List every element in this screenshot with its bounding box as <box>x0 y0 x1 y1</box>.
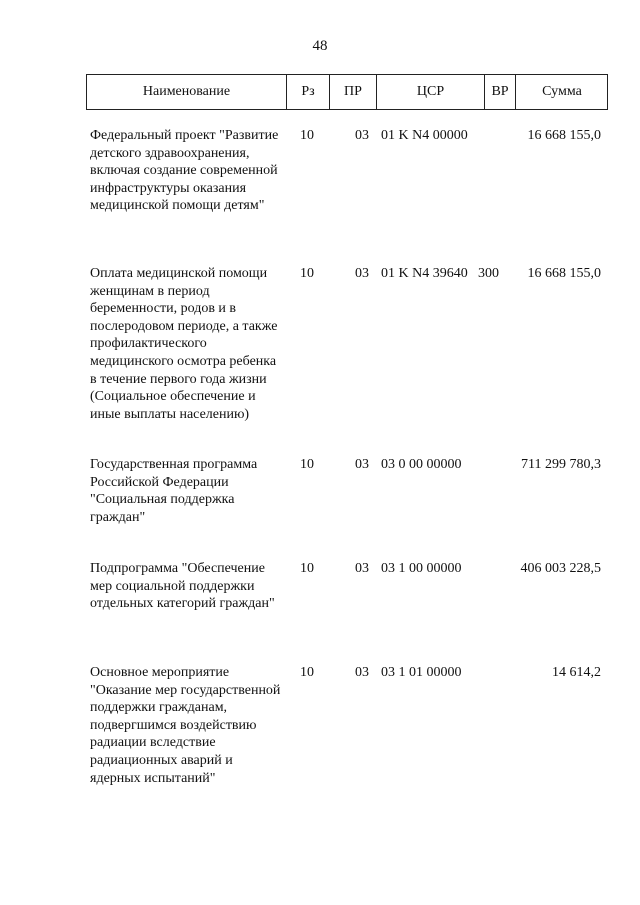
header-sum: Сумма <box>542 84 582 99</box>
row-sum: 406 003 228,5 <box>520 561 601 576</box>
header-rz: Рз <box>287 75 330 109</box>
row-name: Государственная программа Российской Федерации "Социальная поддержка граждан" <box>90 457 258 525</box>
row-pr: 03 <box>355 561 369 576</box>
row-name: Подпрограмма "Обеспечение мер социальной поддержки отдельных категорий граждан" <box>90 561 275 612</box>
row-name: Федеральный проект "Развитие детского здравоохранения, включая создание современной инфраструктуры оказания медицинской помощи детям" <box>90 128 279 214</box>
row-csr: 03 0 00 00000 <box>381 457 462 472</box>
page-number: 48 <box>312 38 328 54</box>
row-sum: 16 668 155,0 <box>527 128 601 143</box>
row-rz: 10 <box>300 665 314 680</box>
row-csr: 03 1 01 00000 <box>381 665 462 680</box>
row-rz: 10 <box>300 266 314 281</box>
row-name: Основное мероприятие "Оказание мер государственной поддержки гражданам, подвергшимся воздействию радиации вследствие радиационных аварий и ядерных испытаний" <box>90 665 281 786</box>
header-vr: ВР <box>485 75 516 109</box>
row-csr: 01 K N4 00000 <box>381 128 468 143</box>
row-pr: 03 <box>355 457 369 472</box>
row-rz: 10 <box>300 457 314 472</box>
row-rz: 10 <box>300 128 314 143</box>
row-sum: 711 299 780,3 <box>521 457 601 472</box>
header-csr: ЦСР <box>377 75 485 109</box>
header-name: Наименование <box>87 75 287 109</box>
row-rz: 10 <box>300 561 314 576</box>
row-csr: 01 K N4 39640 <box>381 266 468 281</box>
row-sum: 16 668 155,0 <box>527 266 601 281</box>
row-csr: 03 1 00 00000 <box>381 561 462 576</box>
row-pr: 03 <box>355 128 369 143</box>
table-header <box>86 74 608 110</box>
row-pr: 03 <box>355 266 369 281</box>
row-pr: 03 <box>355 665 369 680</box>
row-name: Оплата медицинской помощи женщинам в период беременности, родов и в послеродовом периоде, а также профилактического медицинского осмотра ребенка в течение первого года жизни (Социальное обеспечение и иные выплаты населению) <box>90 266 278 422</box>
row-sum: 14 614,2 <box>552 665 601 680</box>
row-vr: 300 <box>478 266 499 281</box>
header-pr: ПР <box>330 75 377 109</box>
